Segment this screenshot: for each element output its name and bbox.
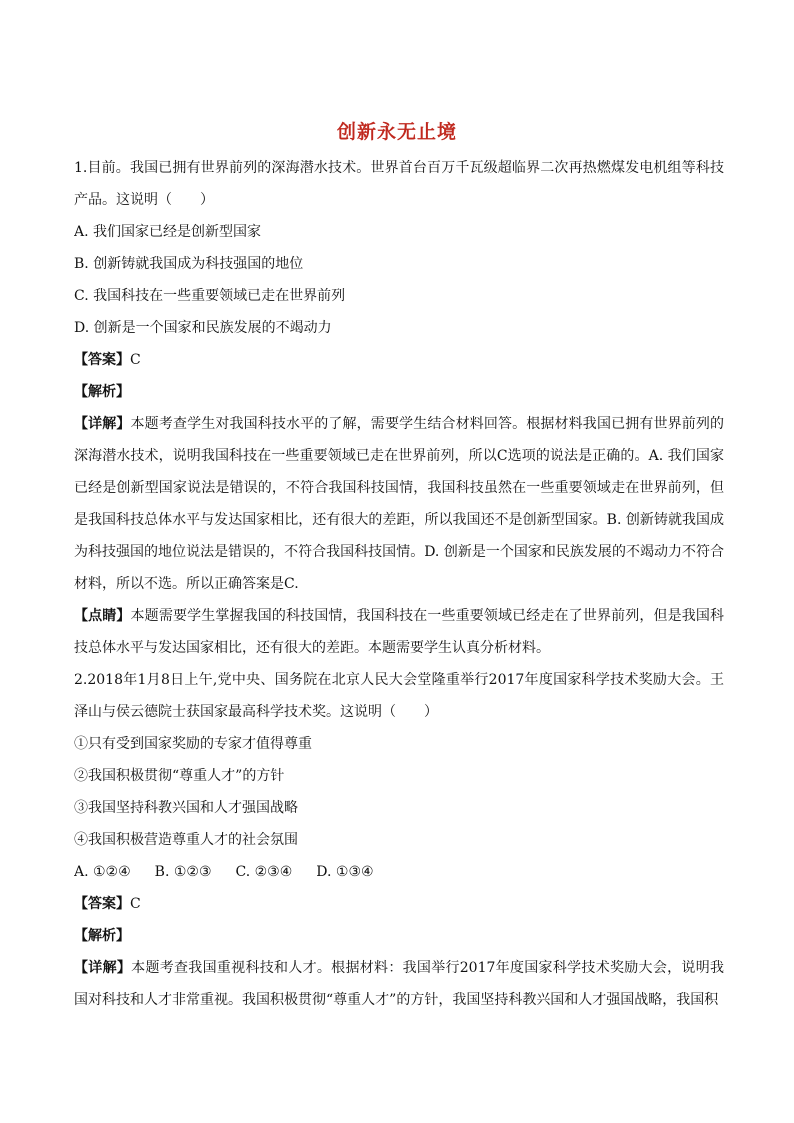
q1-key-points: [74, 600, 724, 664]
q1-answer-tag: 【答案】: [74, 352, 130, 368]
q2-options: [74, 856, 724, 888]
q1-answer: [74, 344, 724, 376]
page-title: 创新永无止境: [336, 121, 457, 143]
q2-item-2: ②我国积极贯彻“尊重人才”的方针: [74, 768, 285, 784]
q2-detail-tag: 【详解】: [74, 960, 132, 976]
q1-detail: [74, 408, 724, 600]
q1-detail-tag: 【详解】: [74, 416, 131, 432]
document-body: [74, 152, 724, 1016]
q2-item-3: ③我国坚持科教兴国和人才强国战略: [74, 800, 298, 816]
question-2-stem: 2.2018年1月8日上午,党中央、国务院在北京人民大会堂隆重举行2017年度国家科学技术奖励大会。王泽山与侯云德院士获国家最高科学技术奖。这说明（ ）: [74, 672, 724, 720]
q2-detail-text: 本题考查我国重视科技和人才。根据材料：我国举行2017年度国家科学技术奖励大会，说明我国对科技和人才非常重视。我国积极贯彻“尊重人才”的方针，我国坚持科教兴国和人才强国战略，我国积: [74, 960, 724, 1008]
q1-option-a: A. 我们国家已经是创新型国家: [74, 224, 262, 240]
question-1-stem: 1.目前。我国已拥有世界前列的深海潜水技术。世界首台百万千瓦级超临界二次再热燃煤发电机组等科技产品。这说明（ ）: [74, 160, 724, 208]
q2-item-1: ①只有受到国家奖励的专家才值得尊重: [74, 736, 312, 752]
q2-answer-tag: 【答案】: [74, 896, 130, 912]
q1-points-tag: 【点睛】: [74, 608, 131, 624]
q2-answer: [74, 888, 724, 920]
q2-detail: [74, 952, 724, 1016]
q1-detail-text: 本题考查学生对我国科技水平的了解，需要学生结合材料回答。根据材料我国已拥有世界前列的深海潜水技术，说明我国科技在一些重要领域已走在世界前列，所以C选项的说法是正确的。A. 我们国家已经是创新型国家说法是错误的，不符合我国科技国情，我国科技虽然在一些重要领域走在世界前列，但是我国科技总体水平与发达国家相比，还有很大的差距，所以我国还不是创新型国家。B. 创新铸就我国成为科技强国的地位说法是错误的，不符合我国科技国情。D. 创新是一个国家和民族发展的不竭动力不符合材料，所以不选。所以正确答案是C.: [74, 416, 725, 592]
q1-option-b: B. 创新铸就我国成为科技强国的地位: [74, 256, 304, 272]
q2-option-c: C. ②③④: [235, 864, 293, 880]
q2-item-4: ④我国积极营造尊重人才的社会氛围: [74, 832, 298, 848]
q2-analysis-heading: 【解析】: [74, 928, 130, 944]
q1-answer-value: C: [130, 352, 141, 368]
q2-option-a: A. ①②④: [74, 864, 131, 880]
q1-analysis-heading: 【解析】: [74, 384, 130, 400]
q1-option-d: D. 创新是一个国家和民族发展的不竭动力: [74, 320, 332, 336]
q2-option-d: D. ①③④: [316, 864, 374, 880]
q1-points-text: 本题需要学生掌握我国的科技国情，我国科技在一些重要领域已经走在了世界前列，但是我国科技总体水平与发达国家相比，还有很大的差距。本题需要学生认真分析材料。: [74, 608, 725, 656]
q2-answer-value: C: [130, 896, 141, 912]
q1-option-c: C. 我国科技在一些重要领域已走在世界前列: [74, 288, 346, 304]
q2-option-b: B. ①②③: [154, 864, 212, 880]
